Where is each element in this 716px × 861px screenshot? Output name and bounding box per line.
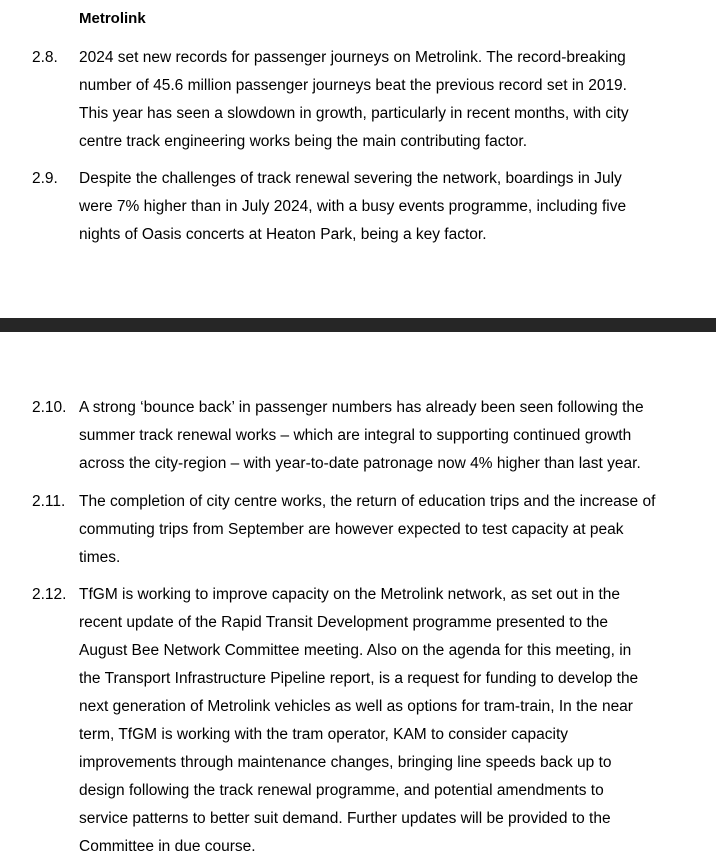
paragraph-text	[79, 581, 713, 861]
paragraph-line: improvements through maintenance changes, bringing line speeds back up to	[79, 754, 612, 771]
paragraph-line: summer track renewal works – which are integral to supporting continued growth	[79, 427, 632, 444]
section-heading: Metrolink	[79, 10, 146, 27]
paragraph-line: were 7% higher than in July 2024, with a busy events programme, including five	[79, 198, 627, 215]
paragraph-line: the Transport Infrastructure Pipeline report, is a request for funding to develop the	[79, 670, 639, 687]
paragraph-number: 2.9.	[32, 170, 58, 187]
page-divider	[0, 318, 716, 332]
paragraph-number: 2.11.	[32, 493, 66, 510]
paragraph-line: service patterns to better suit demand. Further updates will be provided to the	[79, 810, 611, 827]
paragraph-line: August Bee Network Committee meeting. Also on the agenda for this meeting, in	[79, 642, 632, 659]
paragraph-number: 2.10.	[32, 399, 67, 416]
paragraph-line: next generation of Metrolink vehicles as well as options for tram-train, In the near	[79, 698, 633, 715]
paragraph-text	[79, 488, 713, 572]
paragraph-line: A strong ‘bounce back’ in passenger numbers has already been seen following the	[79, 399, 644, 416]
paragraph-text	[79, 165, 713, 249]
paragraph-line: 2024 set new records for passenger journeys on Metrolink. The record-breaking	[79, 49, 626, 66]
paragraph-line: The completion of city centre works, the return of education trips and the increase of	[79, 493, 656, 510]
paragraph-line: across the city-region – with year-to-date patronage now 4% higher than last year.	[79, 455, 641, 472]
paragraph-line: times.	[79, 549, 121, 566]
paragraph-line: design following the track renewal programme, and potential amendments to	[79, 782, 604, 799]
paragraph-number: 2.8.	[32, 49, 58, 66]
paragraph-line: commuting trips from September are however expected to test capacity at peak	[79, 521, 624, 538]
paragraph-line: This year has seen a slowdown in growth, particularly in recent months, with city	[79, 105, 629, 122]
paragraph-line: recent update of the Rapid Transit Development programme presented to the	[79, 614, 609, 631]
paragraph-line: Committee in due course.	[79, 838, 256, 855]
paragraph-line: Despite the challenges of track renewal severing the network, boardings in July	[79, 170, 622, 187]
paragraph-text	[79, 44, 713, 156]
paragraph-line: term, TfGM is working with the tram operator, KAM to consider capacity	[79, 726, 568, 743]
paragraph-number: 2.12.	[32, 586, 67, 603]
paragraph-line: TfGM is working to improve capacity on the Metrolink network, as set out in the	[79, 586, 621, 603]
paragraph-line: centre track engineering works being the main contributing factor.	[79, 133, 528, 150]
paragraph-line: number of 45.6 million passenger journeys beat the previous record set in 2019.	[79, 77, 627, 94]
paragraph-line: nights of Oasis concerts at Heaton Park, being a key factor.	[79, 226, 487, 243]
paragraph-text	[79, 394, 713, 478]
